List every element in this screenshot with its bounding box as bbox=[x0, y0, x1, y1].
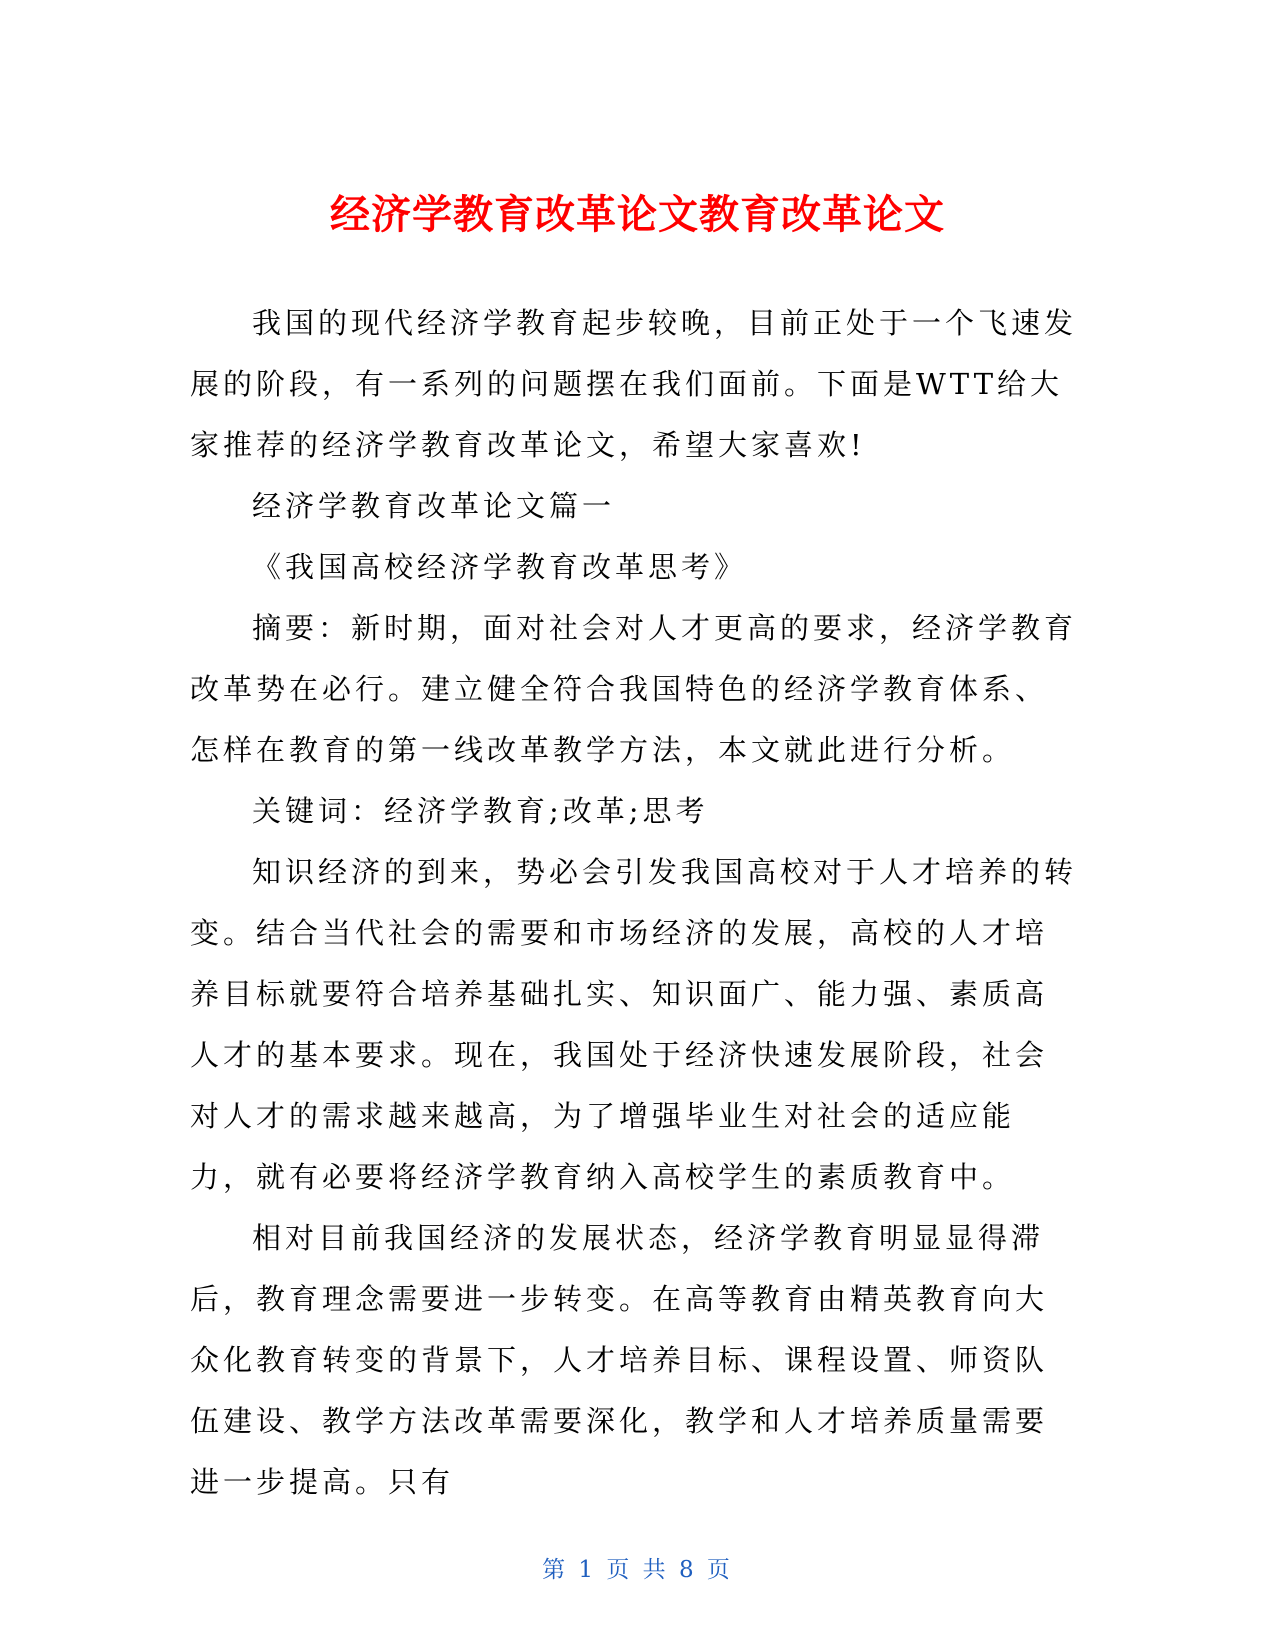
intro-paragraph: 我国的现代经济学教育起步较晚，目前正处于一个飞速发展的阶段，有一系列的问题摆在我们面前。下面是WTT给大家推荐的经济学教育改革论文，希望大家喜欢! bbox=[190, 306, 1078, 462]
body-paragraph: 知识经济的到来，势必会引发我国高校对于人才培养的转变。结合当代社会的需要和市场经济的发展，高校的人才培养目标就要符合培养基础扎实、知识面广、能力强、素质高人才的基本要求。现在，我国处于经济快速发展阶段，社会对人才的需求越来越高，为了增强毕业生对社会的适应能力，就有必要将经济学教育纳入高校学生的素质教育中。 bbox=[190, 855, 1078, 1194]
page-number-footer: 第 1 页 共 8 页 bbox=[542, 1557, 733, 1583]
abstract-paragraph: 摘要：新时期，面对社会对人才更高的要求，经济学教育改革势在必行。建立健全符合我国特色的经济学教育体系、怎样在教育的第一线改革教学方法，本文就此进行分析。 bbox=[190, 611, 1078, 767]
page-title: 经济学教育改革论文教育改革论文 bbox=[330, 191, 945, 238]
article-title: 《我国高校经济学教育改革思考》 bbox=[252, 550, 748, 584]
keywords-paragraph: 关键词：经济学教育;改革;思考 bbox=[252, 794, 709, 828]
document-body bbox=[190, 293, 1080, 1513]
section-heading: 经济学教育改革论文篇一 bbox=[252, 489, 616, 523]
body-paragraph: 相对目前我国经济的发展状态，经济学教育明显显得滞后，教育理念需要进一步转变。在高等教育由精英教育向大众化教育转变的背景下，人才培养目标、课程设置、师资队伍建设、教学方法改革需要深化，教学和人才培养质量需要进一步提高。只有 bbox=[190, 1221, 1049, 1499]
